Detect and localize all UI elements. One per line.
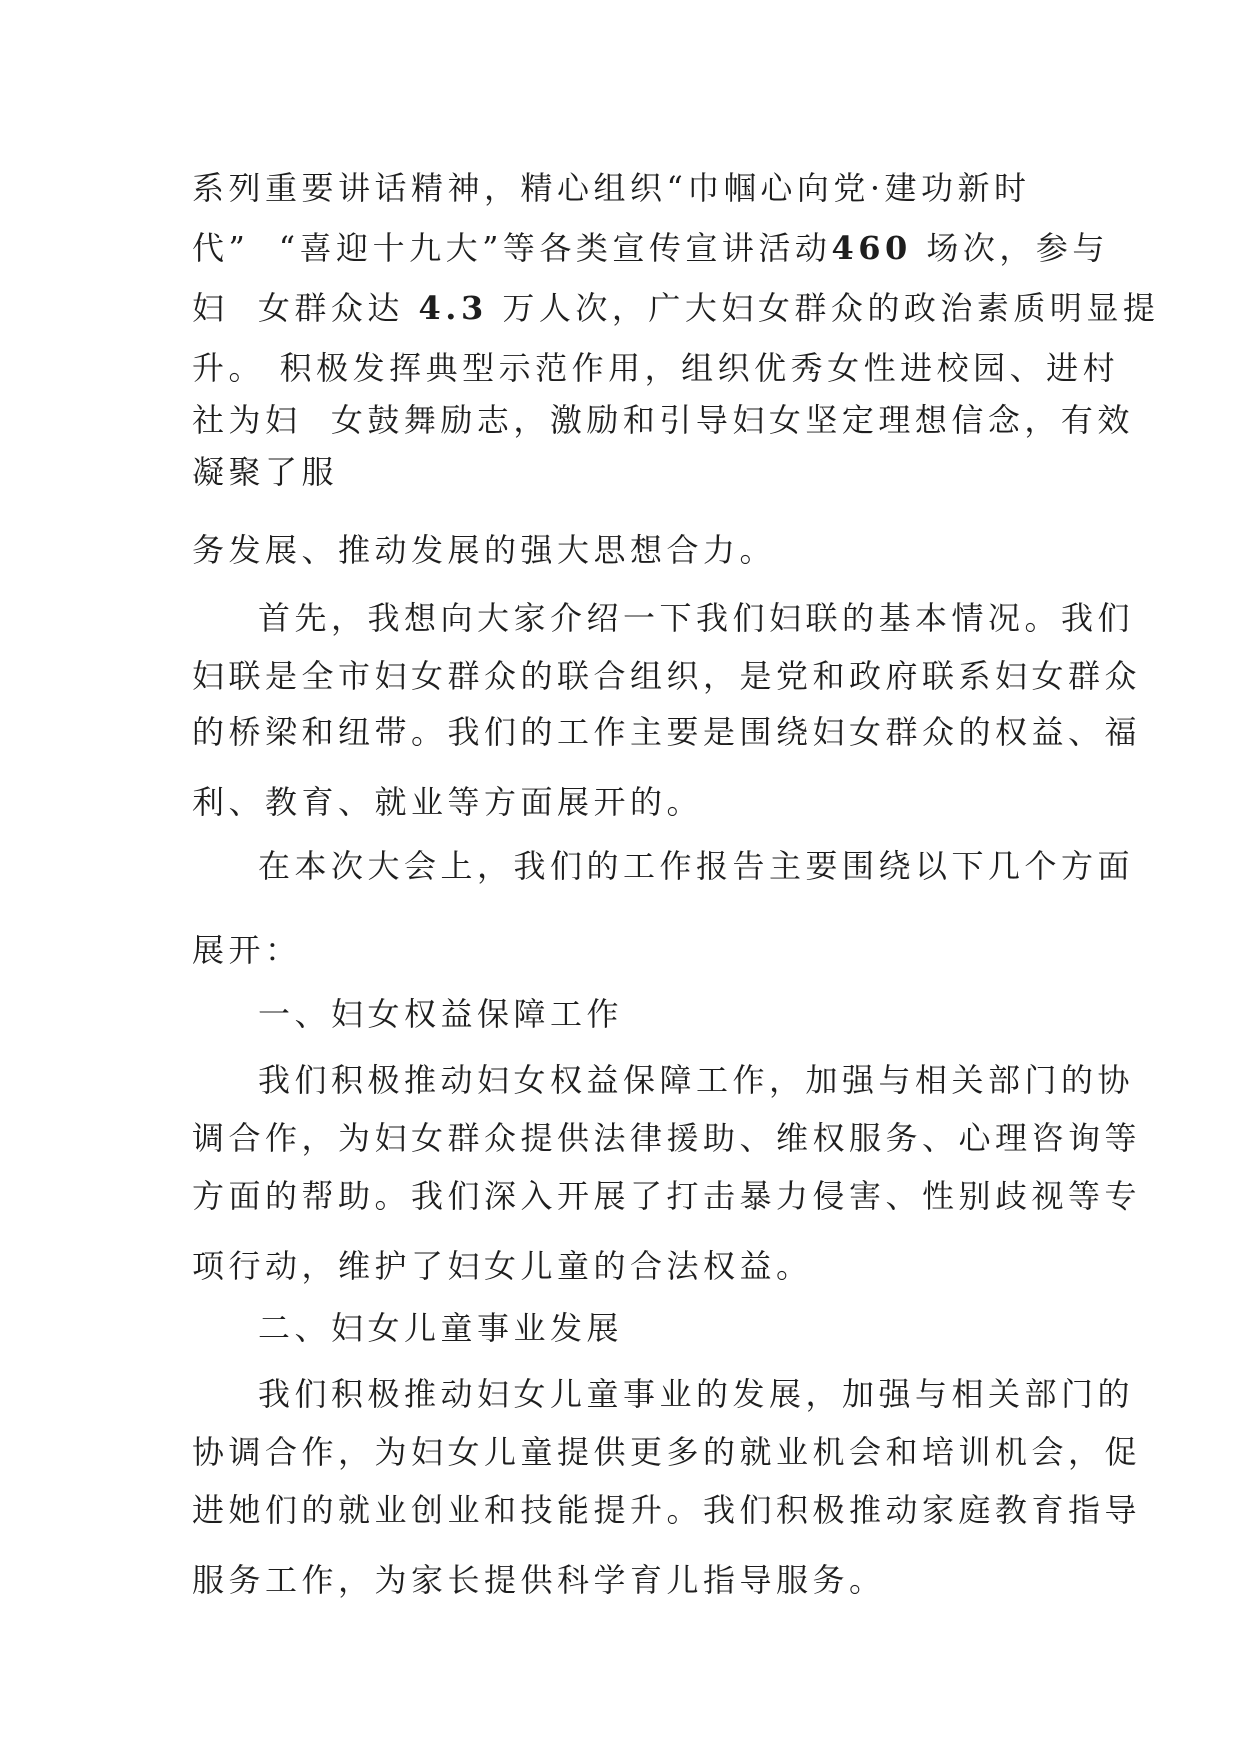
paragraph-1-line-7: 务发展、推动发展的强大思想合力。 <box>192 531 777 569</box>
paragraph-1-line-3-number: 4.3 <box>418 289 488 327</box>
paragraph-1-line-2 <box>192 228 1109 268</box>
paragraph-1-line-3 <box>192 288 1159 328</box>
paragraph-3-line-1: 在本次大会上，我们的工作报告主要围绕以下几个方面 <box>258 847 1135 885</box>
section-1-line-3: 方面的帮助。我们深入开展了打击暴力侵害、性别歧视等专 <box>192 1177 1142 1215</box>
section-2-line-4: 服务工作，为家长提供科学育儿指导服务。 <box>192 1561 886 1599</box>
paragraph-2-line-1: 首先，我想向大家介绍一下我们妇联的基本情况。我们 <box>258 599 1135 637</box>
section-1-line-4: 项行动，维护了妇女儿童的合法权益。 <box>192 1247 813 1285</box>
section-2-heading: 二、妇女儿童事业发展 <box>258 1309 624 1347</box>
paragraph-1-line-3-text-a: 妇 女群众达 <box>192 289 419 327</box>
paragraph-1-line-2-text-b: 场次，参与 <box>911 229 1109 267</box>
paragraph-2-line-3: 的桥梁和纽带。我们的工作主要是围绕妇女群众的权益、福 <box>192 713 1142 751</box>
paragraph-1-line-1: 系列重要讲话精神，精心组织“巾帼心向党·建功新时 <box>192 169 1031 207</box>
paragraph-1-line-2-text-a: 代” “喜迎十九大”等各类宣传宣讲活动 <box>192 229 832 267</box>
paragraph-2-line-2: 妇联是全市妇女群众的联合组织，是党和政府联系妇女群众 <box>192 657 1142 695</box>
section-1-line-2: 调合作，为妇女群众提供法律援助、维权服务、心理咨询等 <box>192 1119 1142 1157</box>
paragraph-1-line-5: 社为妇 女鼓舞励志，激励和引导妇女坚定理想信念，有效 <box>192 401 1134 439</box>
section-2-line-1: 我们积极推动妇女儿童事业的发展，加强与相关部门的 <box>258 1375 1135 1413</box>
paragraph-3-line-2: 展开： <box>192 931 302 969</box>
paragraph-1-line-4: 升。 积极发挥典型示范作用，组织优秀女性进校园、进村 <box>192 349 1120 387</box>
section-2-line-3: 进她们的就业创业和技能提升。我们积极推动家庭教育指导 <box>192 1491 1142 1529</box>
section-2-line-2: 协调合作，为妇女儿童提供更多的就业机会和培训机会，促 <box>192 1433 1142 1471</box>
paragraph-2-line-4: 利、教育、就业等方面展开的。 <box>192 783 704 821</box>
paragraph-1-line-3-text-b: 万人次，广大妇女群众的政治素质明显提 <box>487 289 1160 327</box>
paragraph-1-line-2-number: 460 <box>831 229 912 267</box>
section-1-line-1: 我们积极推动妇女权益保障工作，加强与相关部门的协 <box>258 1061 1135 1099</box>
paragraph-1-line-6: 凝聚了服 <box>192 453 339 491</box>
section-1-heading: 一、妇女权益保障工作 <box>258 995 624 1033</box>
